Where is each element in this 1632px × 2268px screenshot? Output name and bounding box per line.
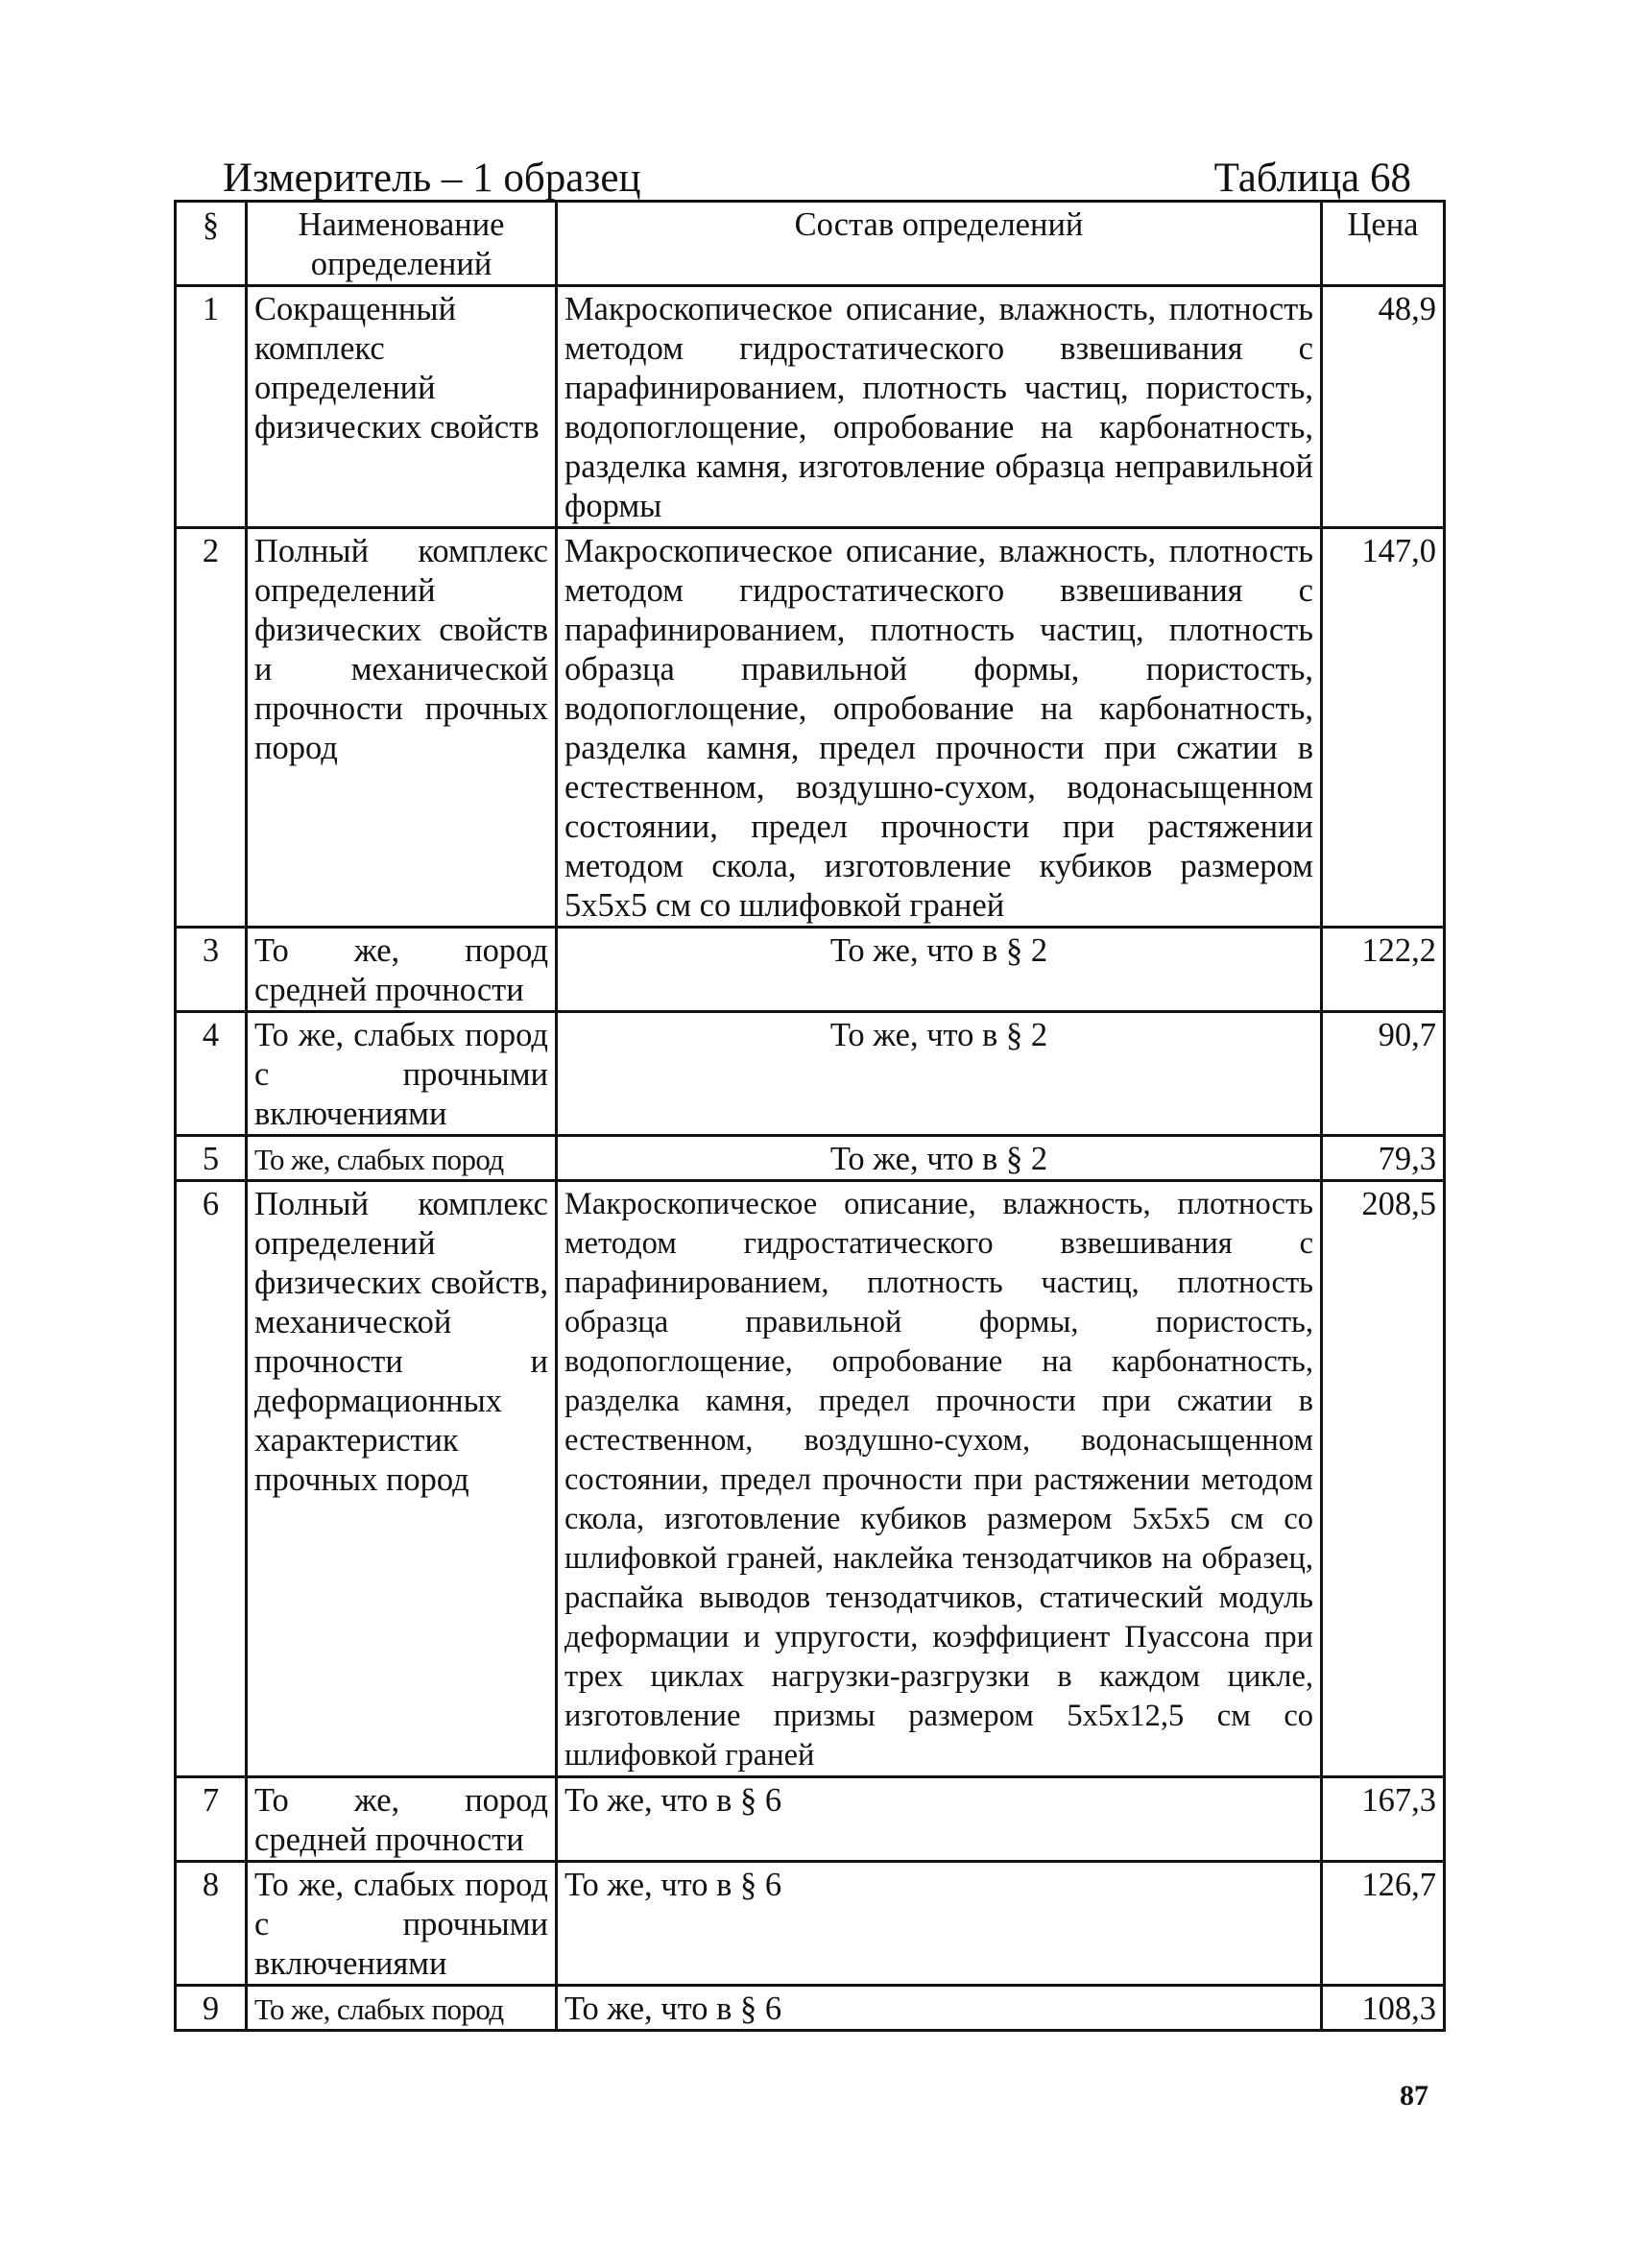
row-number: 3 bbox=[176, 928, 247, 1012]
table-header-row bbox=[176, 202, 1445, 286]
row-number: 7 bbox=[176, 1777, 247, 1862]
price-table bbox=[174, 200, 1446, 2032]
table-row bbox=[176, 928, 1445, 1012]
column-header-section: § bbox=[176, 202, 247, 286]
row-price: 108,3 bbox=[1322, 1986, 1445, 2031]
table-row bbox=[176, 1777, 1445, 1862]
row-price: 79,3 bbox=[1322, 1136, 1445, 1181]
row-name: То же, пород средней прочности bbox=[247, 928, 557, 1012]
row-price: 167,3 bbox=[1322, 1777, 1445, 1862]
row-composition: То же, что в § 6 bbox=[557, 1862, 1322, 1986]
row-name: То же, пород средней прочности bbox=[247, 1777, 557, 1862]
row-name: Сокращенный комплекс определений физических свойств bbox=[247, 286, 557, 528]
row-number: 2 bbox=[176, 528, 247, 928]
table-caption: Измеритель – 1 образец bbox=[223, 156, 641, 201]
row-composition: Макроскопическое описание, влажность, плотность методом гидростатического взвешивания с парафинированием, плотность частиц, плотность образца правильной формы, пористость, водопоглощение, опробование на карбонатность, разделка камня, предел прочности при сжатии в естественном, воздушно-сухом, водонасыщенном состоянии, предел прочности при растяжении методом скола, изготовление кубиков размером 5х5х5 см со шлифовкой граней, наклейка тензодатчиков на образец, распайка выводов тензодатчиков, статический модуль деформации и упругости, коэффициент Пуассона при трех циклах нагрузки-разгрузки в каждом цикле, изготовление призмы размером 5х5х12,5 см со шлифовкой граней bbox=[557, 1181, 1322, 1777]
column-header-price: Цена bbox=[1322, 202, 1445, 286]
table-header-line bbox=[223, 152, 1411, 205]
row-composition: То же, что в § 2 bbox=[557, 1012, 1322, 1136]
row-composition: То же, что в § 6 bbox=[557, 1986, 1322, 2031]
row-composition: Макроскопическое описание, влажность, плотность методом гидростатического взвешивания с парафинированием, плотность частиц, плотность образца правильной формы, пористость, водопоглощение, опробование на карбонатность, разделка камня, предел прочности при сжатии в естественном, воздушно-сухом, водонасыщенном состоянии, предел прочности при растяжении методом скола, изготовление кубиков размером 5х5х5 см со шлифовкой граней bbox=[557, 528, 1322, 928]
table-row bbox=[176, 1136, 1445, 1181]
row-price: 90,7 bbox=[1322, 1012, 1445, 1136]
table-row bbox=[176, 1986, 1445, 2031]
row-number: 1 bbox=[176, 286, 247, 528]
table-row bbox=[176, 1862, 1445, 1986]
page-number: 87 bbox=[1400, 2080, 1428, 2111]
column-header-name: Наименование определений bbox=[247, 202, 557, 286]
row-name: Полный комплекс определений физических свойств и механической прочности прочных пород bbox=[247, 528, 557, 928]
row-number: 9 bbox=[176, 1986, 247, 2031]
row-number: 8 bbox=[176, 1862, 247, 1986]
table-row bbox=[176, 1181, 1445, 1777]
row-name: То же, слабых пород с прочными включениями bbox=[247, 1012, 557, 1136]
row-price: 48,9 bbox=[1322, 286, 1445, 528]
column-header-composition: Состав определений bbox=[557, 202, 1322, 286]
row-price: 122,2 bbox=[1322, 928, 1445, 1012]
table-row bbox=[176, 1012, 1445, 1136]
row-composition: То же, что в § 6 bbox=[557, 1777, 1322, 1862]
row-name: То же, слабых пород bbox=[247, 1986, 557, 2031]
row-number: 6 bbox=[176, 1181, 247, 1777]
table-row bbox=[176, 286, 1445, 528]
row-name: То же, слабых пород bbox=[247, 1136, 557, 1181]
row-composition: Макроскопическое описание, влажность, плотность методом гидростатического взвешивания с парафинированием, плотность частиц, пористость, водопоглощение, опробование на карбонатность, разделка камня, изготовление образца неправильной формы bbox=[557, 286, 1322, 528]
row-name: Полный комплекс определений физических свойств, механической прочности и деформационных характеристик прочных пород bbox=[247, 1181, 557, 1777]
table-number: Таблица 68 bbox=[1213, 156, 1411, 201]
row-composition: То же, что в § 2 bbox=[557, 1136, 1322, 1181]
row-price: 126,7 bbox=[1322, 1862, 1445, 1986]
row-composition: То же, что в § 2 bbox=[557, 928, 1322, 1012]
row-name: То же, слабых пород с прочными включениями bbox=[247, 1862, 557, 1986]
row-price: 208,5 bbox=[1322, 1181, 1445, 1777]
row-price: 147,0 bbox=[1322, 528, 1445, 928]
row-number: 5 bbox=[176, 1136, 247, 1181]
row-number: 4 bbox=[176, 1012, 247, 1136]
table-row bbox=[176, 528, 1445, 928]
